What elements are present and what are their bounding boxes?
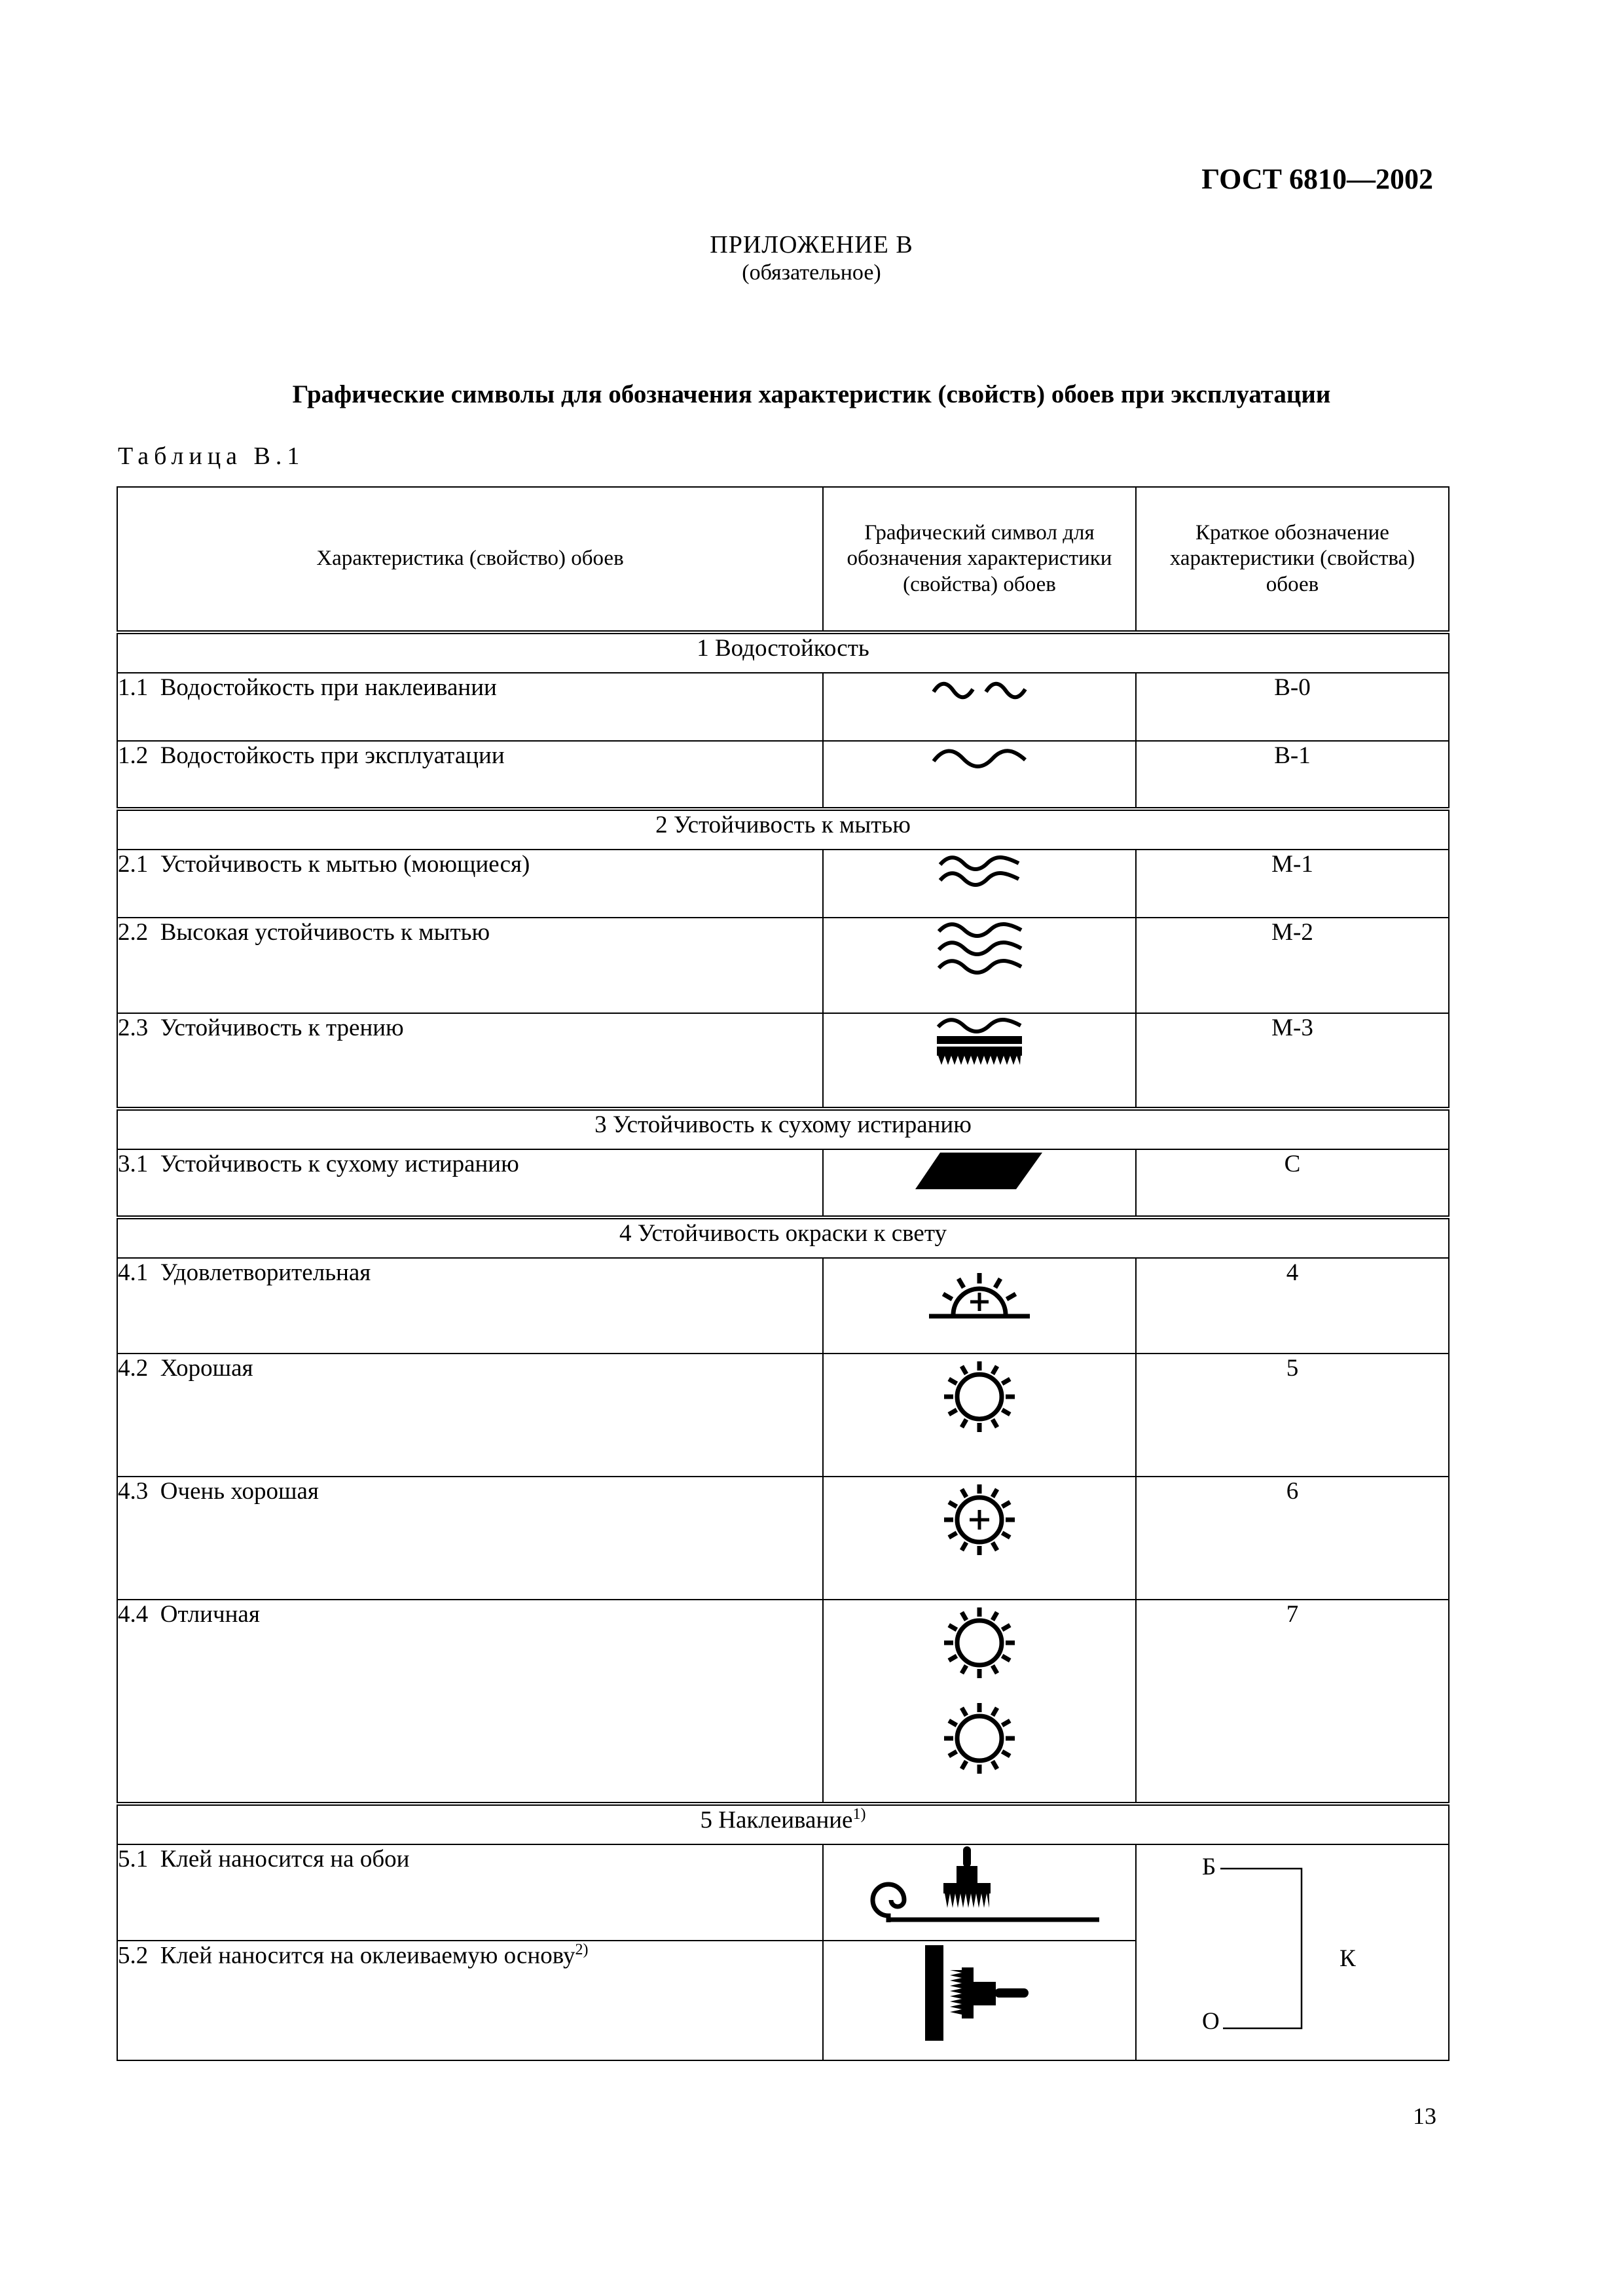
row-characteristic: 2.1 Устойчивость к мытью (моющиеся) [117,850,823,918]
table-row [117,741,1449,809]
three-waves-icon [823,918,1136,1013]
appendix-subtitle: (обязательное) [742,260,881,285]
table-label: Таблица В.1 [118,442,305,470]
table-header-row [117,487,1449,632]
table-row [117,1600,1449,1804]
table-row [117,918,1449,1013]
two-waves-icon [823,850,1136,918]
single-wave-icon [823,741,1136,809]
row-characteristic: 4.2 Хорошая [117,1354,823,1477]
table-row [117,1258,1449,1354]
section-title: 4 Устойчивость окраски к свету [117,1217,1449,1258]
bracket-line [1137,1845,1450,2060]
row-characteristic: 1.1 Водостойкость при наклеивании [117,673,823,741]
row-characteristic: 5.2 Клей наносится на оклеиваемую основу$^{2)}$ [117,1941,823,2060]
row-code [1136,1844,1449,2060]
row-code: М-2 [1136,918,1449,1013]
row-characteristic: 3.1 Устойчивость к сухому истиранию [117,1149,823,1217]
row-code: 4 [1136,1258,1449,1354]
two-suns-icon [823,1600,1136,1804]
table-row [117,1477,1449,1600]
main-title: Графические символы для обозначения характеристик (свойств) обоев при эксплуатации [292,380,1331,408]
row-code: 6 [1136,1477,1449,1600]
document-code: ГОСТ 6810—2002 [1201,163,1433,195]
appendix-title: ПРИЛОЖЕНИЕ В [710,231,913,259]
code-combined: К [1340,1945,1356,1972]
table-row [117,1354,1449,1477]
section-title: 1 Водостойкость [117,632,1449,673]
row-code: В-0 [1136,673,1449,741]
row-characteristic: 2.2 Высокая устойчивость к мытью [117,918,823,1013]
row-code: С [1136,1149,1449,1217]
header-symbol: Графический символ для обозначения характеристики (свойства) обоев [823,487,1136,632]
section-row [117,1109,1449,1149]
code-wallpaper: Б [1202,1854,1216,1880]
sun-plus-icon [823,1477,1136,1600]
row-characteristic: 4.3 Очень хорошая [117,1477,823,1600]
section-title: 2 Устойчивость к мытью [117,809,1449,850]
row-characteristic: 5.1 Клей наносится на обои [117,1844,823,1941]
row-code: 5 [1136,1354,1449,1477]
two-separate-waves-icon [823,673,1136,741]
brush-on-wall-icon [823,1941,1136,2060]
table-row [117,673,1449,741]
table-row [117,1844,1449,1941]
row-code: М-3 [1136,1013,1449,1109]
row-characteristic: 4.1 Удовлетворительная [117,1258,823,1354]
table-row [117,1149,1449,1217]
row-code: М-1 [1136,850,1449,918]
table-row [117,1013,1449,1109]
row-code: В-1 [1136,741,1449,809]
section-row [117,809,1449,850]
half-sun-plus-icon [823,1258,1136,1354]
parallelogram-icon [823,1149,1136,1217]
row-characteristic: 2.3 Устойчивость к трению [117,1013,823,1109]
sun-icon [823,1354,1136,1477]
page-number: 13 [1413,2103,1436,2129]
header-characteristic: Характеристика (свойство) обоев [117,487,823,632]
section-row [117,1804,1449,1844]
section-title: 3 Устойчивость к сухому истиранию [117,1109,1449,1149]
characteristics-table [117,486,1450,2061]
row-characteristic: 4.4 Отличная [117,1600,823,1804]
wave-brush-icon [823,1013,1136,1109]
brush-on-wallpaper-icon [823,1844,1136,1941]
section-title: 5 Наклеивание$^{1)}$ [117,1804,1449,1844]
row-code: 7 [1136,1600,1449,1804]
table-row [117,850,1449,918]
section-row [117,632,1449,673]
header-code: Краткое обозначение характеристики (свойства) обоев [1136,487,1449,632]
row-characteristic: 1.2 Водостойкость при эксплуатации [117,741,823,809]
code-base: О [1202,2008,1220,2035]
section-row [117,1217,1449,1258]
